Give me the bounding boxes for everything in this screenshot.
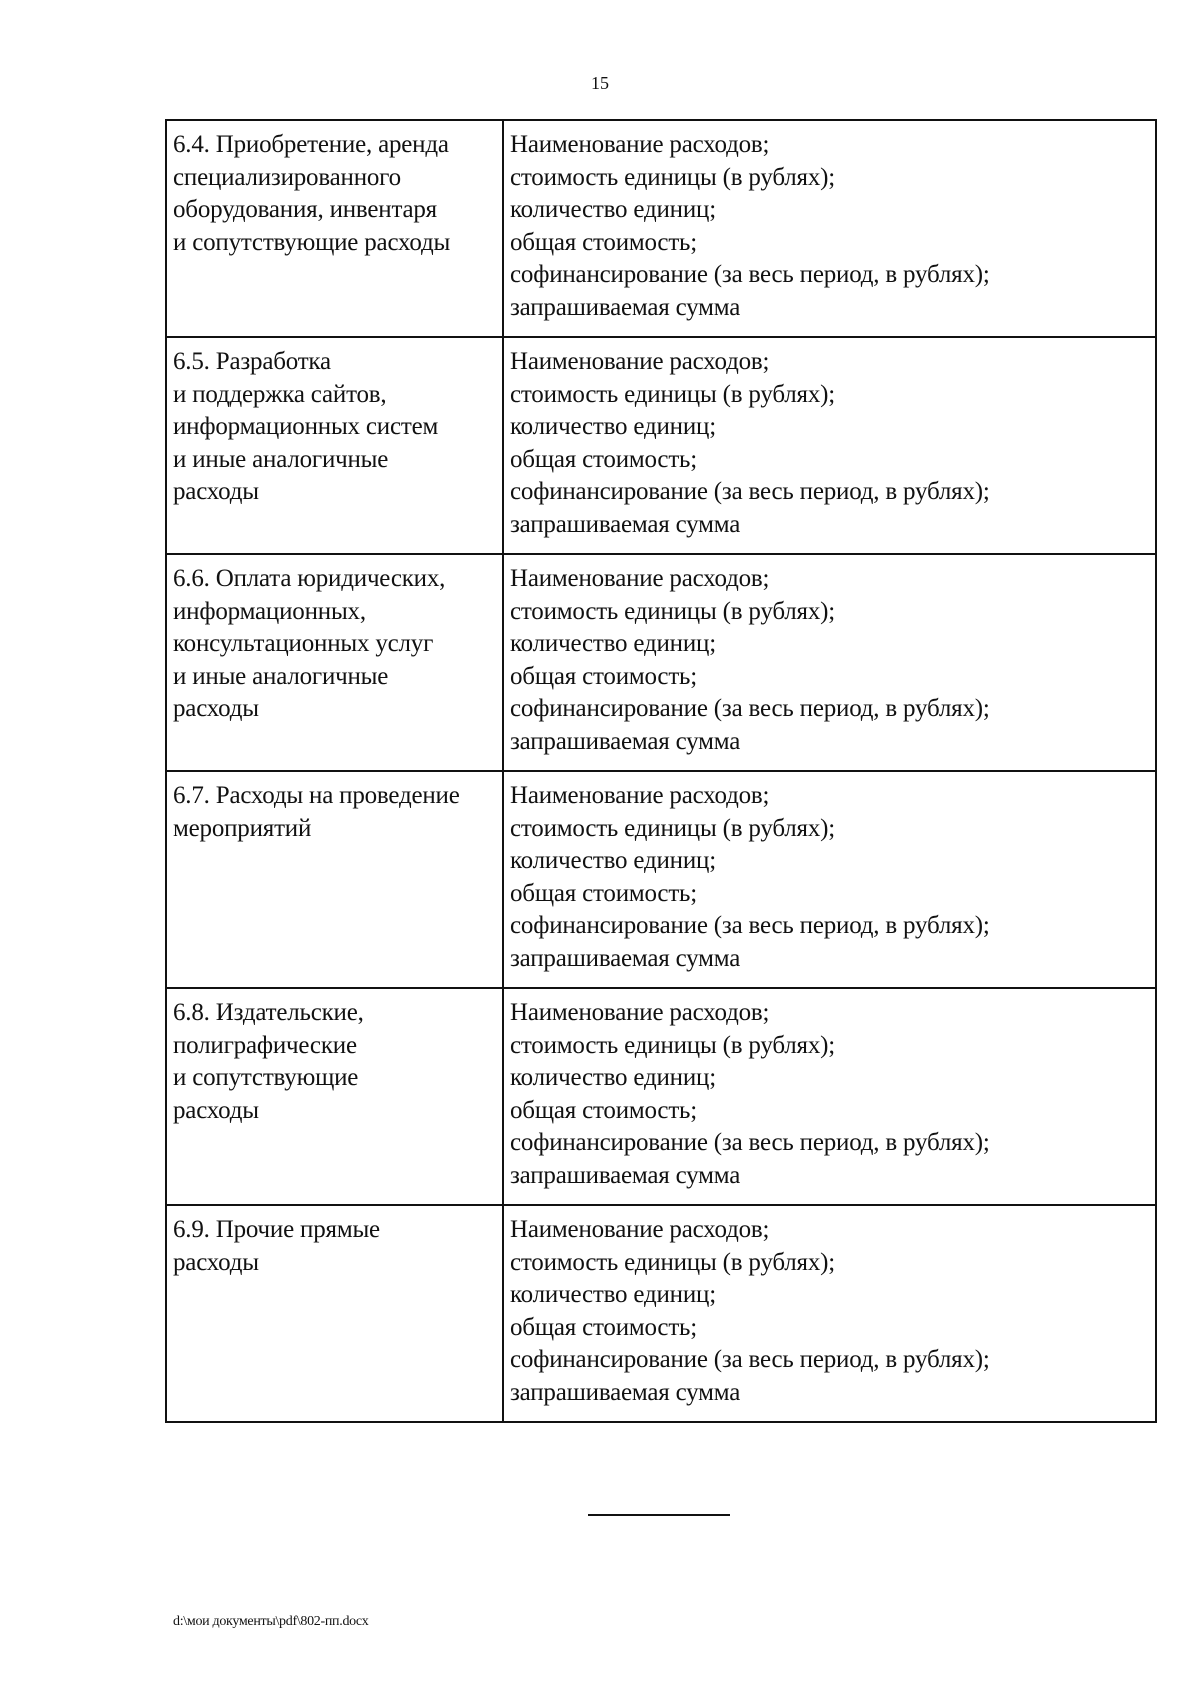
category-line: 6.8. Издательские, xyxy=(173,999,364,1026)
required-fields-text xyxy=(504,338,1155,548)
category-line: и сопутствующие расходы xyxy=(173,228,451,256)
field-line: стоимость единицы (в рублях); xyxy=(510,1248,835,1276)
field-line: запрашиваемая сумма xyxy=(510,944,741,972)
field-line: софинансирование (за весь период, в рублях); xyxy=(510,1346,990,1374)
expense-category-cell xyxy=(166,120,503,337)
field-line: Наименование расходов; xyxy=(510,1216,770,1243)
field-line: общая стоимость; xyxy=(510,879,697,907)
field-line: общая стоимость; xyxy=(510,228,697,256)
category-line: оборудования, инвентаря xyxy=(173,196,437,224)
required-fields-cell xyxy=(503,771,1156,988)
field-line: софинансирование (за весь период, в рублях); xyxy=(510,912,990,940)
category-line: информационных систем xyxy=(173,413,439,441)
expense-category-text xyxy=(167,121,502,265)
field-line: Наименование расходов; xyxy=(510,999,770,1026)
expense-category-text xyxy=(167,772,502,851)
field-line: софинансирование (за весь период, в рублях); xyxy=(510,1129,990,1157)
required-fields-cell xyxy=(503,1205,1156,1422)
page-number: 15 xyxy=(591,73,609,93)
expense-table xyxy=(165,119,1157,1423)
table-row xyxy=(166,337,1156,554)
table-row xyxy=(166,988,1156,1205)
category-line: специализированного xyxy=(173,163,401,191)
category-line: информационных, xyxy=(173,597,366,625)
field-line: Наименование расходов; xyxy=(510,782,770,809)
field-line: стоимость единицы (в рублях); xyxy=(510,1031,835,1059)
expense-category-text xyxy=(167,989,502,1133)
footer-file-path: d:\мои документы\pdf\802-пп.docx xyxy=(173,1614,369,1629)
category-line: 6.6. Оплата юридических, xyxy=(173,565,446,592)
expense-category-cell xyxy=(166,554,503,771)
expense-category-cell xyxy=(166,337,503,554)
category-line: полиграфические xyxy=(173,1031,357,1059)
field-line: Наименование расходов; xyxy=(510,565,770,592)
expense-category-cell xyxy=(166,771,503,988)
category-line: расходы xyxy=(173,695,259,723)
field-line: запрашиваемая сумма xyxy=(510,293,741,321)
required-fields-cell xyxy=(503,988,1156,1205)
field-line: количество единиц; xyxy=(510,1281,716,1309)
required-fields-cell xyxy=(503,120,1156,337)
category-line: расходы xyxy=(173,1248,259,1276)
field-line: запрашиваемая сумма xyxy=(510,1378,741,1406)
category-line: консультационных услуг xyxy=(173,630,434,658)
table-row xyxy=(166,120,1156,337)
category-line: и иные аналогичные xyxy=(173,445,389,473)
field-line: запрашиваемая сумма xyxy=(510,1161,741,1189)
field-line: стоимость единицы (в рублях); xyxy=(510,814,835,842)
expense-category-cell xyxy=(166,988,503,1205)
field-line: Наименование расходов; xyxy=(510,348,770,375)
field-line: софинансирование (за весь период, в рублях); xyxy=(510,695,990,723)
category-line: 6.4. Приобретение, аренда xyxy=(173,131,449,158)
expense-category-cell xyxy=(166,1205,503,1422)
field-line: запрашиваемая сумма xyxy=(510,727,741,755)
required-fields-text xyxy=(504,989,1155,1199)
field-line: количество единиц; xyxy=(510,630,716,658)
required-fields-cell xyxy=(503,554,1156,771)
category-line: и сопутствующие xyxy=(173,1064,359,1092)
category-line: расходы xyxy=(173,478,259,506)
field-line: общая стоимость; xyxy=(510,662,697,690)
field-line: стоимость единицы (в рублях); xyxy=(510,163,835,191)
field-line: общая стоимость; xyxy=(510,445,697,473)
field-line: Наименование расходов; xyxy=(510,131,770,158)
field-line: запрашиваемая сумма xyxy=(510,510,741,538)
expense-category-text xyxy=(167,555,502,732)
category-line: расходы xyxy=(173,1096,259,1124)
field-line: количество единиц; xyxy=(510,847,716,875)
table-row xyxy=(166,554,1156,771)
field-line: стоимость единицы (в рублях); xyxy=(510,597,835,625)
required-fields-text xyxy=(504,121,1155,331)
category-line: мероприятий xyxy=(173,814,312,842)
required-fields-cell xyxy=(503,337,1156,554)
field-line: количество единиц; xyxy=(510,413,716,441)
required-fields-text xyxy=(504,555,1155,765)
expense-category-text xyxy=(167,338,502,515)
required-fields-text xyxy=(504,1206,1155,1416)
table-row xyxy=(166,1205,1156,1422)
field-line: стоимость единицы (в рублях); xyxy=(510,380,835,408)
category-line: и поддержка сайтов, xyxy=(173,380,387,408)
category-line: и иные аналогичные xyxy=(173,662,389,690)
table-row xyxy=(166,771,1156,988)
end-divider-line xyxy=(588,1514,730,1516)
expense-category-text xyxy=(167,1206,502,1285)
required-fields-text xyxy=(504,772,1155,982)
category-line: 6.5. Разработка xyxy=(173,348,331,375)
category-line: 6.7. Расходы на проведение xyxy=(173,782,460,809)
field-line: общая стоимость; xyxy=(510,1313,697,1341)
field-line: общая стоимость; xyxy=(510,1096,697,1124)
field-line: софинансирование (за весь период, в рублях); xyxy=(510,478,990,506)
category-line: 6.9. Прочие прямые xyxy=(173,1216,380,1243)
field-line: софинансирование (за весь период, в рублях); xyxy=(510,261,990,289)
table-body xyxy=(166,120,1156,1422)
field-line: количество единиц; xyxy=(510,1064,716,1092)
field-line: количество единиц; xyxy=(510,196,716,224)
